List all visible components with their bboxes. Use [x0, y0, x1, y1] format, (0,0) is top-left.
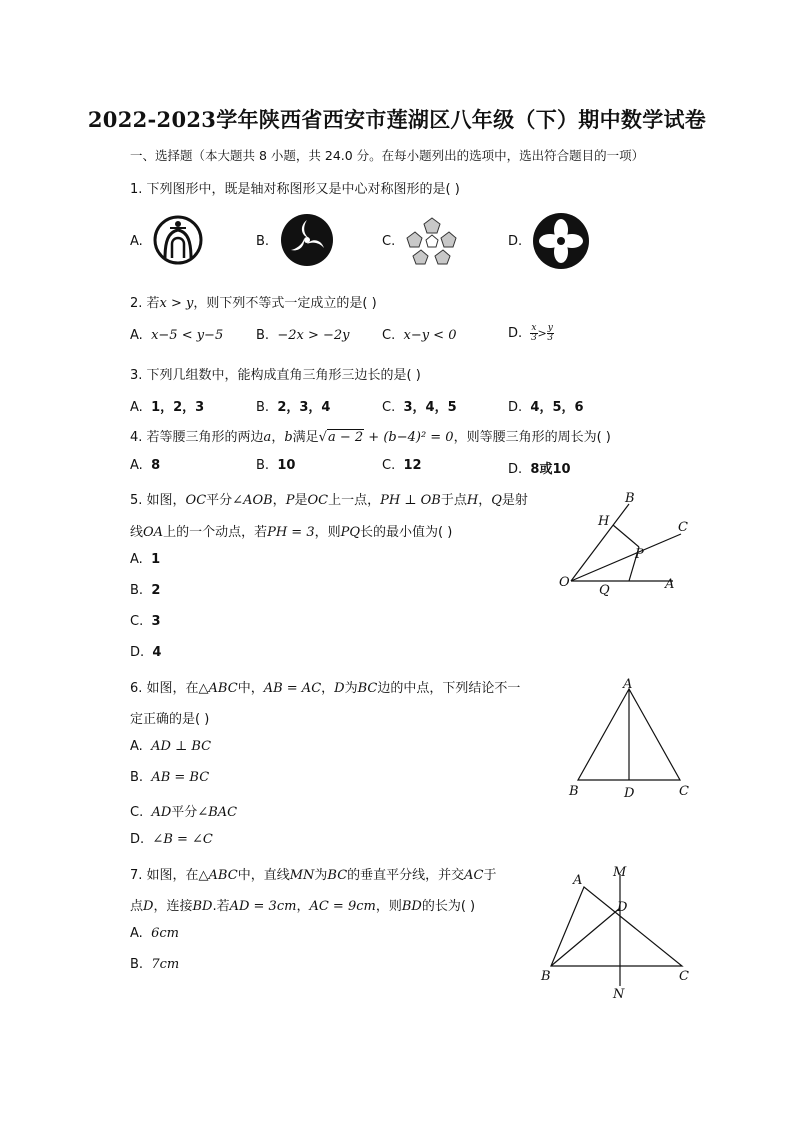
label-c: C	[679, 969, 689, 984]
q4-stem-expr: + (b−4)² = 0	[364, 430, 454, 445]
q2-option-d-frac-left: $\frac{x}{3}$	[531, 323, 537, 343]
q1-option-c-label: C.	[382, 234, 396, 249]
q2-stem	[130, 292, 377, 311]
q2-option-b-text: −2x > −2y	[277, 328, 350, 343]
q1-option-b-label: B.	[256, 234, 270, 249]
q7-stem-line1: 7. 如图，在△ABC中，直线MN为BC的垂直平分线，并交AC于	[130, 868, 497, 883]
q4-option-d: D. 8或10	[508, 462, 571, 477]
q2-stem-expr: x > y	[159, 296, 194, 311]
segment-bd	[551, 908, 620, 966]
q1-option-d-label: D.	[508, 234, 523, 249]
q2-option-c-text: x−y < 0	[403, 328, 457, 343]
q1-figure-b	[279, 212, 335, 268]
page-title: 2022-2023学年陕西省西安市莲湖区八年级（下）期中数学试卷	[87, 107, 707, 132]
q2-stem-num: 2. 若	[130, 296, 160, 311]
q2-option-d-label: D.	[508, 326, 523, 341]
q2-option-c-label: C.	[382, 328, 396, 343]
triangle-abc	[551, 887, 682, 966]
q6-figure	[562, 676, 702, 802]
q3-stem: 3. 下列几组数中，能构成直角三角形三边长的是( )	[130, 368, 421, 383]
q4-option-c: C. 12	[382, 458, 422, 473]
label-m: M	[613, 865, 627, 880]
label-c: C	[679, 784, 689, 799]
q4-stem: 4. 若等腰三角形的两边a，b满足√a − 2 + (b−4)² = 0，则等腰三角形的周长为( )	[130, 430, 611, 445]
q5-option-a: A. 1	[130, 552, 161, 567]
label-n: N	[613, 987, 625, 1002]
q6-option-b: B. AB = BC	[130, 770, 210, 785]
q3-option-b: B. 2，3，4	[256, 400, 331, 415]
ray-oc	[571, 534, 681, 581]
q2-option-b	[256, 328, 350, 343]
q3-option-d: D. 4，5，6	[508, 400, 584, 415]
q5-figure	[555, 488, 695, 596]
label-b: B	[569, 784, 579, 799]
segment-ph	[613, 525, 639, 547]
label-a: A	[623, 677, 633, 692]
label-a: A	[573, 873, 583, 888]
q7-stem-line2: 点D，连接BD.若AD = 3cm，AC = 9cm，则BD的长为( )	[130, 899, 476, 914]
q5-option-c: C. 3	[130, 614, 161, 629]
q2-option-b-label: B.	[256, 328, 270, 343]
q7-option-b: B. 7cm	[130, 957, 180, 972]
label-p: P	[635, 547, 644, 562]
q5-stem-line2: 线OA上的一个动点，若PH = 3，则PQ长的最小值为( )	[130, 525, 453, 540]
q6-option-c: C. AD平分∠BAC	[130, 805, 238, 820]
q3-option-c: C. 3，4，5	[382, 400, 457, 415]
q1-stem: 1. 下列图形中，既是轴对称图形又是中心对称图形的是( )	[130, 182, 460, 197]
q3-option-a: A. 1，2，3	[130, 400, 205, 415]
q7-option-a: A. 6cm	[130, 926, 179, 941]
q2-option-a	[130, 328, 223, 343]
label-a: A	[665, 577, 675, 592]
q2-option-d-frac-right: $\frac{y}{3}$	[547, 323, 554, 343]
q4-option-a: A. 8	[130, 458, 161, 473]
q1-figure-a	[152, 214, 204, 266]
q2-option-a-text: x−5 < y−5	[151, 328, 224, 343]
label-c: C	[678, 520, 688, 535]
q1-figure-d	[531, 211, 591, 271]
label-h: H	[598, 514, 610, 529]
q4-option-b: B. 10	[256, 458, 296, 473]
q5-stem-line1: 5. 如图，OC平分∠AOB，P是OC上一点，PH ⊥ OB于点H，Q是射	[130, 493, 528, 508]
q7-figure	[538, 860, 698, 1002]
q2-stem-rest: ，则下列不等式一定成立的是( )	[193, 296, 377, 311]
label-d: D	[617, 900, 628, 915]
label-b: B	[625, 491, 635, 506]
label-b: B	[541, 969, 551, 984]
section-heading: 一、选择题（本大题共 8 小题，共 24.0 分。在每小题列出的选项中，选出符合题目的一项）	[130, 148, 645, 163]
q6-stem-line1: 6. 如图，在△ABC中，AB = AC，D为BC边的中点，下列结论不一	[130, 681, 521, 696]
q6-stem-line2: 定正确的是( )	[130, 712, 210, 727]
q2-option-c	[382, 328, 456, 343]
q1-figure-c	[405, 214, 459, 266]
q5-option-b: B. 2	[130, 583, 161, 598]
q2-option-a-label: A.	[130, 328, 143, 343]
label-d: D	[624, 786, 635, 801]
q4-radicand: a − 2	[327, 430, 364, 445]
label-q: Q	[599, 583, 610, 596]
q5-option-d: D. 4	[130, 645, 162, 660]
q6-option-d: D. ∠B = ∠C	[130, 832, 213, 847]
q6-option-a: A. AD ⊥ BC	[130, 739, 212, 754]
q2-option-d-rel: >	[537, 327, 547, 340]
q2-option-d	[508, 324, 554, 343]
label-o: O	[559, 575, 570, 590]
q1-option-a-label: A.	[130, 234, 143, 249]
sqrt-symbol: √	[318, 430, 327, 445]
